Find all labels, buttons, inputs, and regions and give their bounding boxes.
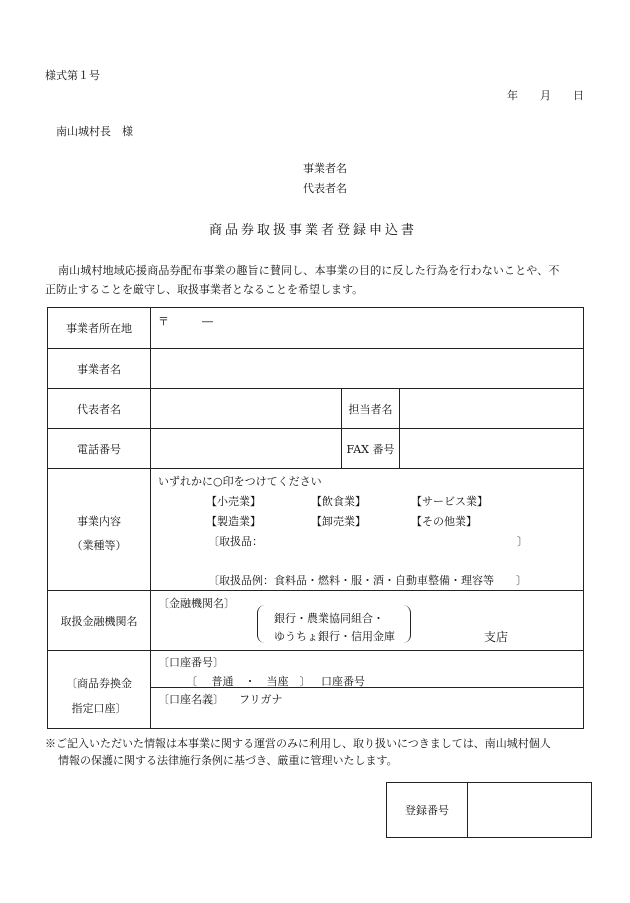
furigana-label: フリガナ xyxy=(239,693,283,706)
applicant-business-name: 事業者名 xyxy=(303,162,347,175)
notice-line-1: ※ご記入いただいた情報は本事業に関する運営のみに利用し、取り扱いにつきましては、南山城村個人 xyxy=(45,737,551,750)
date-line: 年 月 日 xyxy=(507,89,584,102)
account-label-line2: 指定口座〕 xyxy=(71,702,127,715)
representative-label: 代表者名 xyxy=(48,389,151,429)
category-manufacturing[interactable]: 【製造業】 xyxy=(206,515,261,528)
category-retail[interactable]: 【小売業】 xyxy=(206,495,261,508)
intro-line-1: 南山城村地域応援商品券配布事業の趣旨に賛同し、本事業の目的に反した行為を行わないことや、不 xyxy=(58,264,560,277)
bank-label: 取扱金融機関名 xyxy=(48,591,151,651)
page-title: 商品券取扱事業者登録申込書 xyxy=(209,223,418,238)
goods-label[interactable]: 〔取扱品： xyxy=(208,535,263,548)
category-service[interactable]: 【サービス業】 xyxy=(411,495,488,508)
phone-label: 電話番号 xyxy=(48,429,151,469)
goods-close: 〕 xyxy=(517,535,528,548)
applicant-representative: 代表者名 xyxy=(303,182,347,195)
business-name-label: 事業者名 xyxy=(48,349,151,389)
bank-field xyxy=(151,591,584,651)
account-holder-field[interactable] xyxy=(151,688,584,729)
registration-number-field[interactable] xyxy=(468,783,592,838)
address-field[interactable] xyxy=(151,308,584,349)
form-id: 様式第１号 xyxy=(45,69,100,82)
business-name-field[interactable] xyxy=(151,349,584,389)
fax-label: FAX 番号 xyxy=(342,429,400,469)
account-types[interactable]: 〔 普通 ・ 当座 〕 xyxy=(186,675,311,688)
bank-name-label: 〔金融機関名〕 xyxy=(158,597,235,610)
postal-mark: 〒 ― xyxy=(158,315,213,328)
business-content-label-line1: 事業内容 xyxy=(77,514,121,528)
account-number-label: 〔口座番号〕 xyxy=(158,656,224,669)
instruction-text: いずれかに○印をつけてください xyxy=(158,475,322,488)
intro-line-2: 正防止することを厳守し、取扱事業者となることを希望します。 xyxy=(45,283,364,296)
account-number-text: 口座番号 xyxy=(321,675,365,688)
representative-field[interactable] xyxy=(151,389,342,429)
phone-field[interactable] xyxy=(151,429,342,469)
address-label: 事業者所在地 xyxy=(48,308,151,349)
registration-table xyxy=(386,782,592,838)
contact-person-field[interactable] xyxy=(400,389,584,429)
account-holder-label: 〔口座名義〕 xyxy=(158,693,224,706)
branch-label: 支店 xyxy=(484,630,509,644)
addressee: 南山城村長 様 xyxy=(56,125,133,138)
account-label xyxy=(48,651,151,729)
bank-types-line1[interactable]: 銀行・農業協同組合・ xyxy=(274,612,384,625)
account-number-field xyxy=(151,651,584,688)
business-content-field xyxy=(151,469,584,591)
account-label-line1: 〔商品券換金 xyxy=(66,677,132,690)
category-restaurant[interactable]: 【飲食業】 xyxy=(311,495,366,508)
category-other[interactable]: 【その他業】 xyxy=(411,515,477,528)
goods-example: 〔取扱品例：食料品・燃料・服・酒・自動車整備・理容等 〕 xyxy=(208,574,527,587)
notice-line-2: 情報の保護に関する法律施行条例に基づき、厳重に管理いたします。 xyxy=(58,754,398,767)
business-type-label: （業種等） xyxy=(71,538,127,552)
application-table xyxy=(47,307,584,729)
contact-person-label: 担当者名 xyxy=(342,389,400,429)
business-content-label xyxy=(48,469,151,591)
category-wholesale[interactable]: 【卸売業】 xyxy=(311,515,366,528)
registration-label: 登録番号 xyxy=(387,783,468,838)
bank-types-line2[interactable]: ゆうちょ銀行・信用金庫 xyxy=(274,630,395,643)
fax-field[interactable] xyxy=(400,429,584,469)
